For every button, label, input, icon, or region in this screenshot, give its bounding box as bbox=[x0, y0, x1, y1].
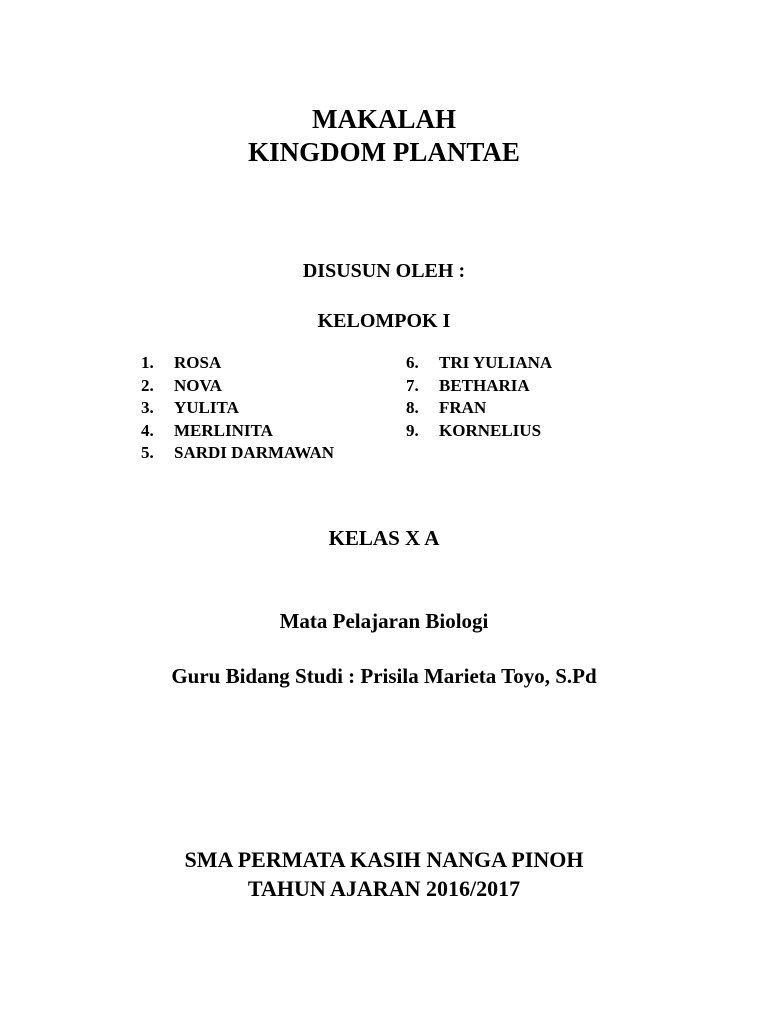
member-name: BETHARIA bbox=[439, 375, 530, 395]
member-item bbox=[406, 397, 552, 420]
member-item bbox=[141, 420, 334, 443]
member-item bbox=[406, 375, 552, 398]
class-label: KELAS X A bbox=[328, 526, 440, 550]
member-list-right bbox=[406, 352, 552, 442]
member-number: 1. bbox=[141, 353, 154, 372]
school-name: SMA PERMATA KASIH NANGA PINOH bbox=[184, 847, 584, 872]
member-item bbox=[406, 352, 552, 375]
member-number: 9. bbox=[406, 420, 419, 440]
member-name: MERLINITA bbox=[174, 420, 273, 440]
teacher-label: Guru Bidang Studi : Prisila Marieta Toyo, S.Pd bbox=[171, 664, 597, 688]
member-number: 4. bbox=[141, 420, 154, 440]
member-number: 3. bbox=[141, 398, 154, 417]
member-list-left bbox=[141, 352, 334, 465]
member-item bbox=[141, 442, 334, 465]
academic-year: TAHUN AJARAN 2016/2017 bbox=[247, 876, 521, 901]
member-name: TRI YULIANA bbox=[439, 353, 553, 372]
member-name: YULITA bbox=[174, 398, 239, 417]
subject-label: Mata Pelajaran Biologi bbox=[279, 609, 489, 633]
member-number: 8. bbox=[406, 398, 419, 417]
member-item bbox=[141, 397, 334, 420]
title-makalah: MAKALAH bbox=[312, 104, 456, 134]
member-name: ROSA bbox=[174, 353, 222, 372]
member-item bbox=[406, 420, 552, 443]
member-number: 7. bbox=[406, 375, 419, 395]
title-kingdom-plantae: KINGDOM PLANTAE bbox=[248, 137, 520, 167]
member-item bbox=[141, 375, 334, 398]
member-name: KORNELIUS bbox=[439, 420, 542, 440]
member-name: NOVA bbox=[174, 375, 222, 395]
member-name: FRAN bbox=[439, 398, 487, 417]
group-label: KELOMPOK I bbox=[317, 310, 451, 332]
member-number: 2. bbox=[141, 375, 154, 395]
member-item bbox=[141, 352, 334, 375]
member-number: 6. bbox=[406, 353, 419, 372]
member-number: 5. bbox=[141, 443, 154, 462]
member-name: SARDI DARMAWAN bbox=[174, 443, 335, 462]
compiled-by-label: DISUSUN OLEH : bbox=[302, 260, 466, 282]
